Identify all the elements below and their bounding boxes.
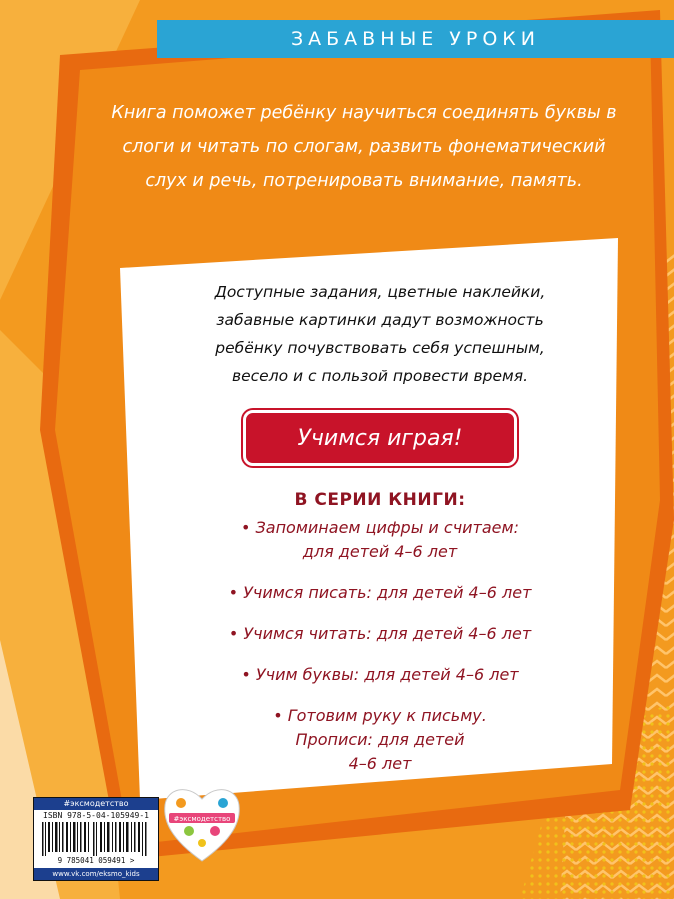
- description-line: забавные картинки дадут возможность: [216, 311, 544, 329]
- series-item: [150, 581, 610, 605]
- series-item-line: для детей 4–6 лет: [302, 542, 458, 561]
- description-line: Доступные задания, цветные наклейки,: [214, 283, 546, 301]
- barcode-icon: [40, 822, 152, 856]
- series-header: ЗАБАВНЫЕ УРОКИ: [290, 28, 541, 50]
- slogan-badge: [243, 410, 517, 466]
- series-item: [150, 622, 610, 646]
- barcode-block: [33, 797, 159, 881]
- info-panel: [150, 270, 610, 793]
- barcode-url: www.vk.com/eksmo_kids: [34, 868, 158, 880]
- series-item-line: • Запоминаем цифры и считаем:: [241, 518, 519, 537]
- description: [150, 278, 610, 390]
- series-item-line: • Учимся писать: для детей 4–6 лет: [228, 583, 532, 602]
- slogan-text: Учимся играя!: [297, 425, 463, 451]
- isbn-text: ISBN 978-5-04-105949-1: [43, 811, 149, 820]
- eksmo-kids-logo-icon: [161, 781, 243, 865]
- series-item-line: Прописи: для детей: [295, 730, 465, 749]
- series-title: В СЕРИИ КНИГИ:: [294, 490, 466, 510]
- series-item-line: • Готовим руку к письму.: [273, 706, 487, 725]
- series-header-bar: [157, 20, 674, 58]
- description-line: ребёнку почувствовать себя успешным,: [215, 339, 545, 357]
- series-item-line: 4–6 лет: [348, 754, 412, 773]
- series-item-line: • Учимся читать: для детей 4–6 лет: [228, 624, 532, 643]
- series-item: [150, 663, 610, 687]
- series-item: [150, 704, 610, 776]
- intro-text: Книга поможет ребёнку научиться соединять буквы в слоги и читать по слогам, развить фонематический слух и речь, потренировать внимание, память.: [111, 103, 617, 191]
- logo-text: #эксмодетство: [173, 815, 231, 823]
- series-list: [150, 516, 610, 776]
- barcode-digits: 9 785041 059491 >: [57, 856, 135, 865]
- series-item: [150, 516, 610, 564]
- series-item-line: • Учим буквы: для детей 4–6 лет: [241, 665, 519, 684]
- description-line: весело и с пользой провести время.: [231, 367, 528, 385]
- barcode-tag: #эксмодетство: [34, 798, 158, 810]
